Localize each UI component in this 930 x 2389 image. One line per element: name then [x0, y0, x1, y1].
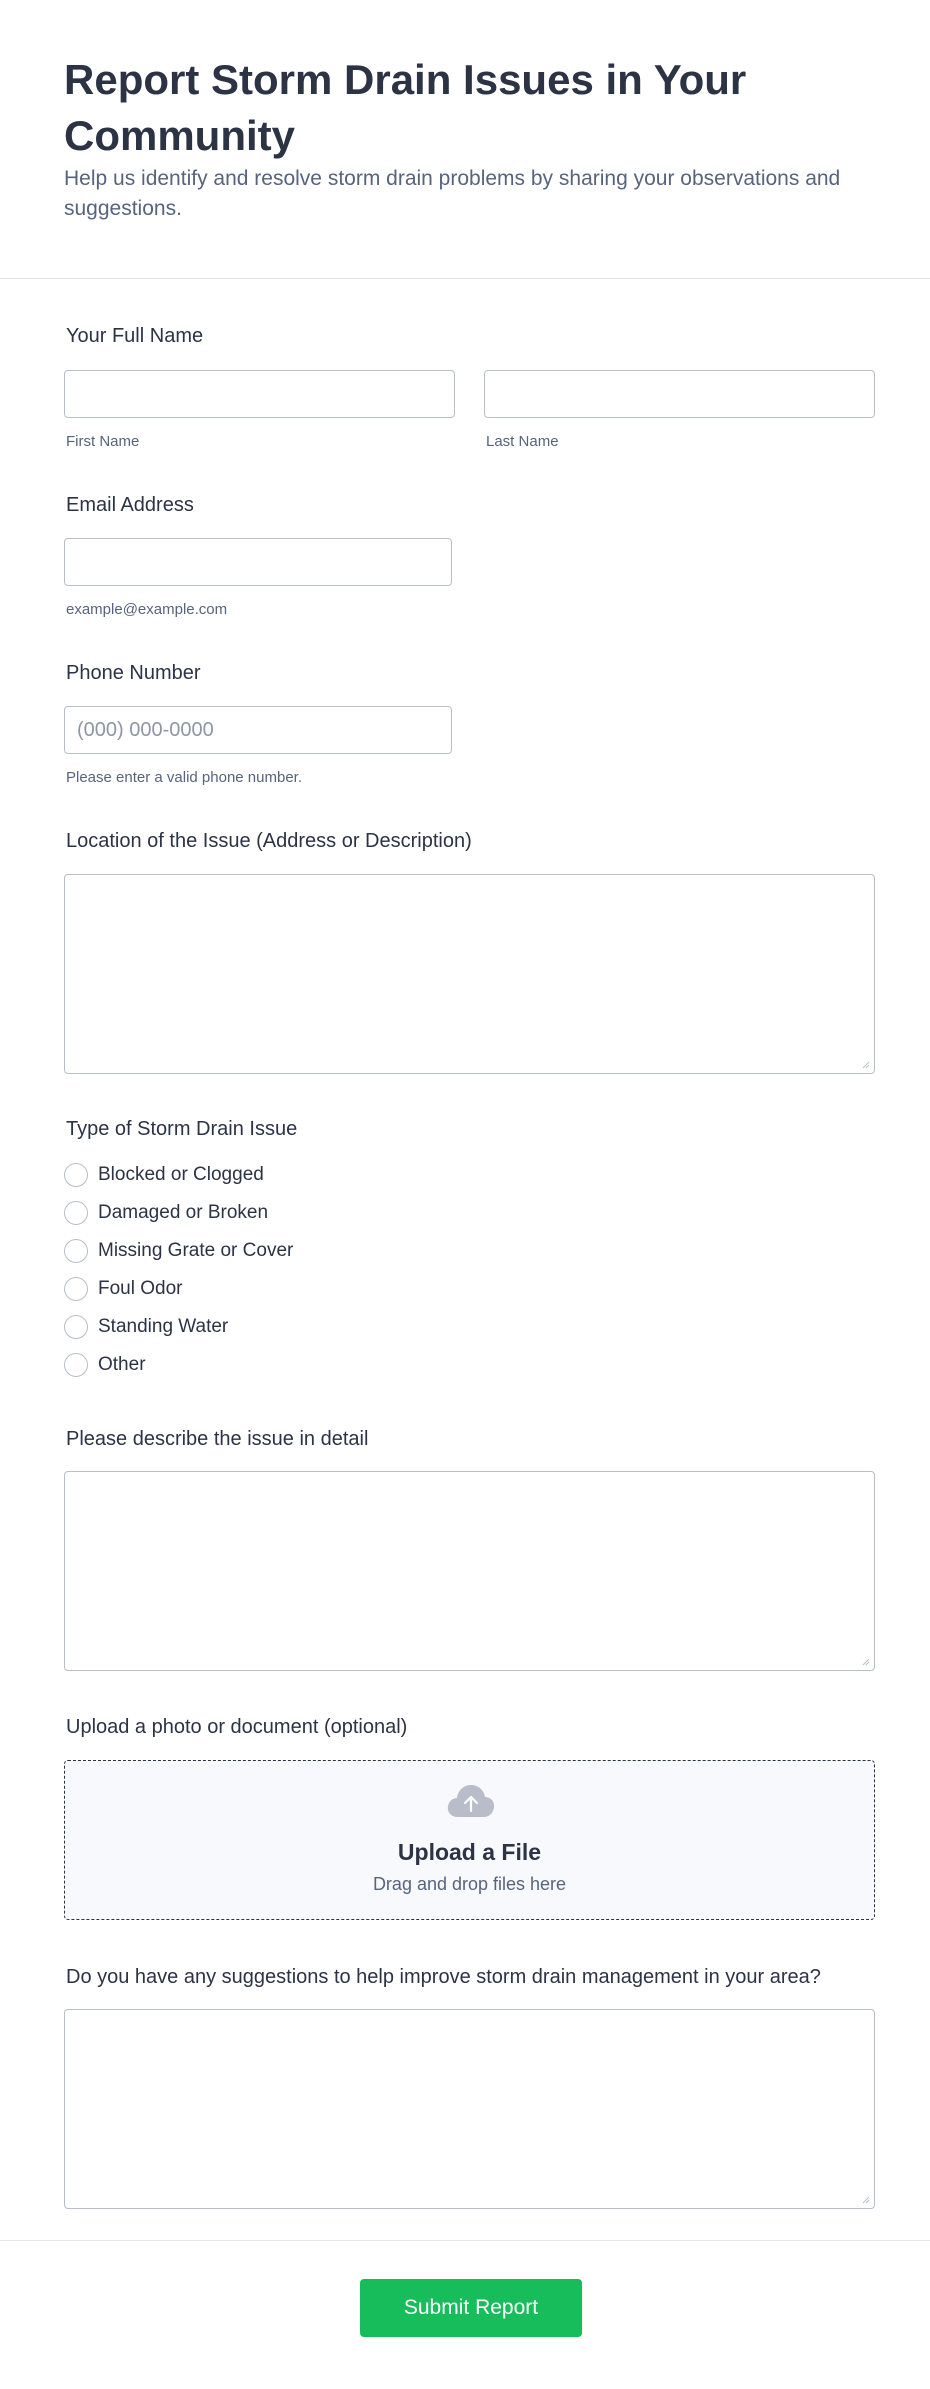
phone-label: Phone Number: [66, 662, 201, 684]
email-input[interactable]: [64, 538, 452, 586]
radio-option-foul-odor[interactable]: [64, 1275, 182, 1303]
resize-handle-icon[interactable]: [860, 1059, 870, 1069]
full-name-label: Your Full Name: [66, 325, 204, 347]
location-label: Location of the Issue (Address or Description): [66, 830, 472, 852]
radio-option-label: Other: [98, 1354, 146, 1375]
form-footer: [0, 2240, 930, 2389]
resize-handle-icon[interactable]: [860, 1656, 870, 1666]
radio-option-other[interactable]: [64, 1351, 146, 1379]
file-upload-dropzone[interactable]: [64, 1760, 875, 1920]
last-name-input[interactable]: [484, 370, 875, 418]
upload-title: Upload a File: [397, 1839, 542, 1865]
radio-button[interactable]: [64, 1201, 88, 1225]
radio-option-label: Missing Grate or Cover: [98, 1240, 294, 1261]
radio-button[interactable]: [64, 1163, 88, 1187]
location-textarea[interactable]: [64, 874, 875, 1074]
radio-button[interactable]: [64, 1277, 88, 1301]
suggestions-textarea[interactable]: [64, 2009, 875, 2209]
email-sublabel: example@example.com: [66, 601, 228, 618]
radio-option-missing-grate[interactable]: [64, 1237, 293, 1265]
radio-button[interactable]: [64, 1315, 88, 1339]
radio-option-standing-water[interactable]: [64, 1313, 228, 1341]
submit-button[interactable]: Submit Report: [360, 2279, 582, 2337]
first-name-input[interactable]: [64, 370, 455, 418]
description-label: Please describe the issue in detail: [66, 1428, 369, 1450]
email-label: Email Address: [66, 494, 194, 516]
page-title: Report Storm Drain Issues in Your Community: [64, 56, 747, 159]
description-textarea[interactable]: [64, 1471, 875, 1671]
radio-option-damaged[interactable]: [64, 1199, 268, 1227]
resize-handle-icon[interactable]: [860, 2194, 870, 2204]
radio-button[interactable]: [64, 1239, 88, 1263]
radio-option-label: Foul Odor: [98, 1278, 183, 1299]
form-header: [0, 0, 930, 279]
upload-subtitle: Drag and drop files here: [372, 1874, 567, 1894]
first-name-sublabel: First Name: [66, 433, 140, 450]
cloud-upload-icon: [446, 1783, 496, 1819]
upload-label: Upload a photo or document (optional): [66, 1716, 408, 1738]
radio-option-blocked[interactable]: [64, 1161, 264, 1189]
radio-option-label: Damaged or Broken: [98, 1202, 269, 1223]
phone-sublabel: Please enter a valid phone number.: [66, 769, 302, 786]
suggestions-label: Do you have any suggestions to help improve storm drain management in your area?: [66, 1966, 821, 1988]
radio-option-label: Standing Water: [98, 1316, 229, 1337]
page-subtitle: Help us identify and resolve storm drain problems by sharing your observations and suggestions.: [64, 167, 841, 220]
issue-type-label: Type of Storm Drain Issue: [66, 1118, 298, 1140]
last-name-sublabel: Last Name: [486, 433, 559, 450]
radio-option-label: Blocked or Clogged: [98, 1164, 264, 1185]
radio-button[interactable]: [64, 1353, 88, 1377]
phone-input[interactable]: [64, 706, 452, 754]
